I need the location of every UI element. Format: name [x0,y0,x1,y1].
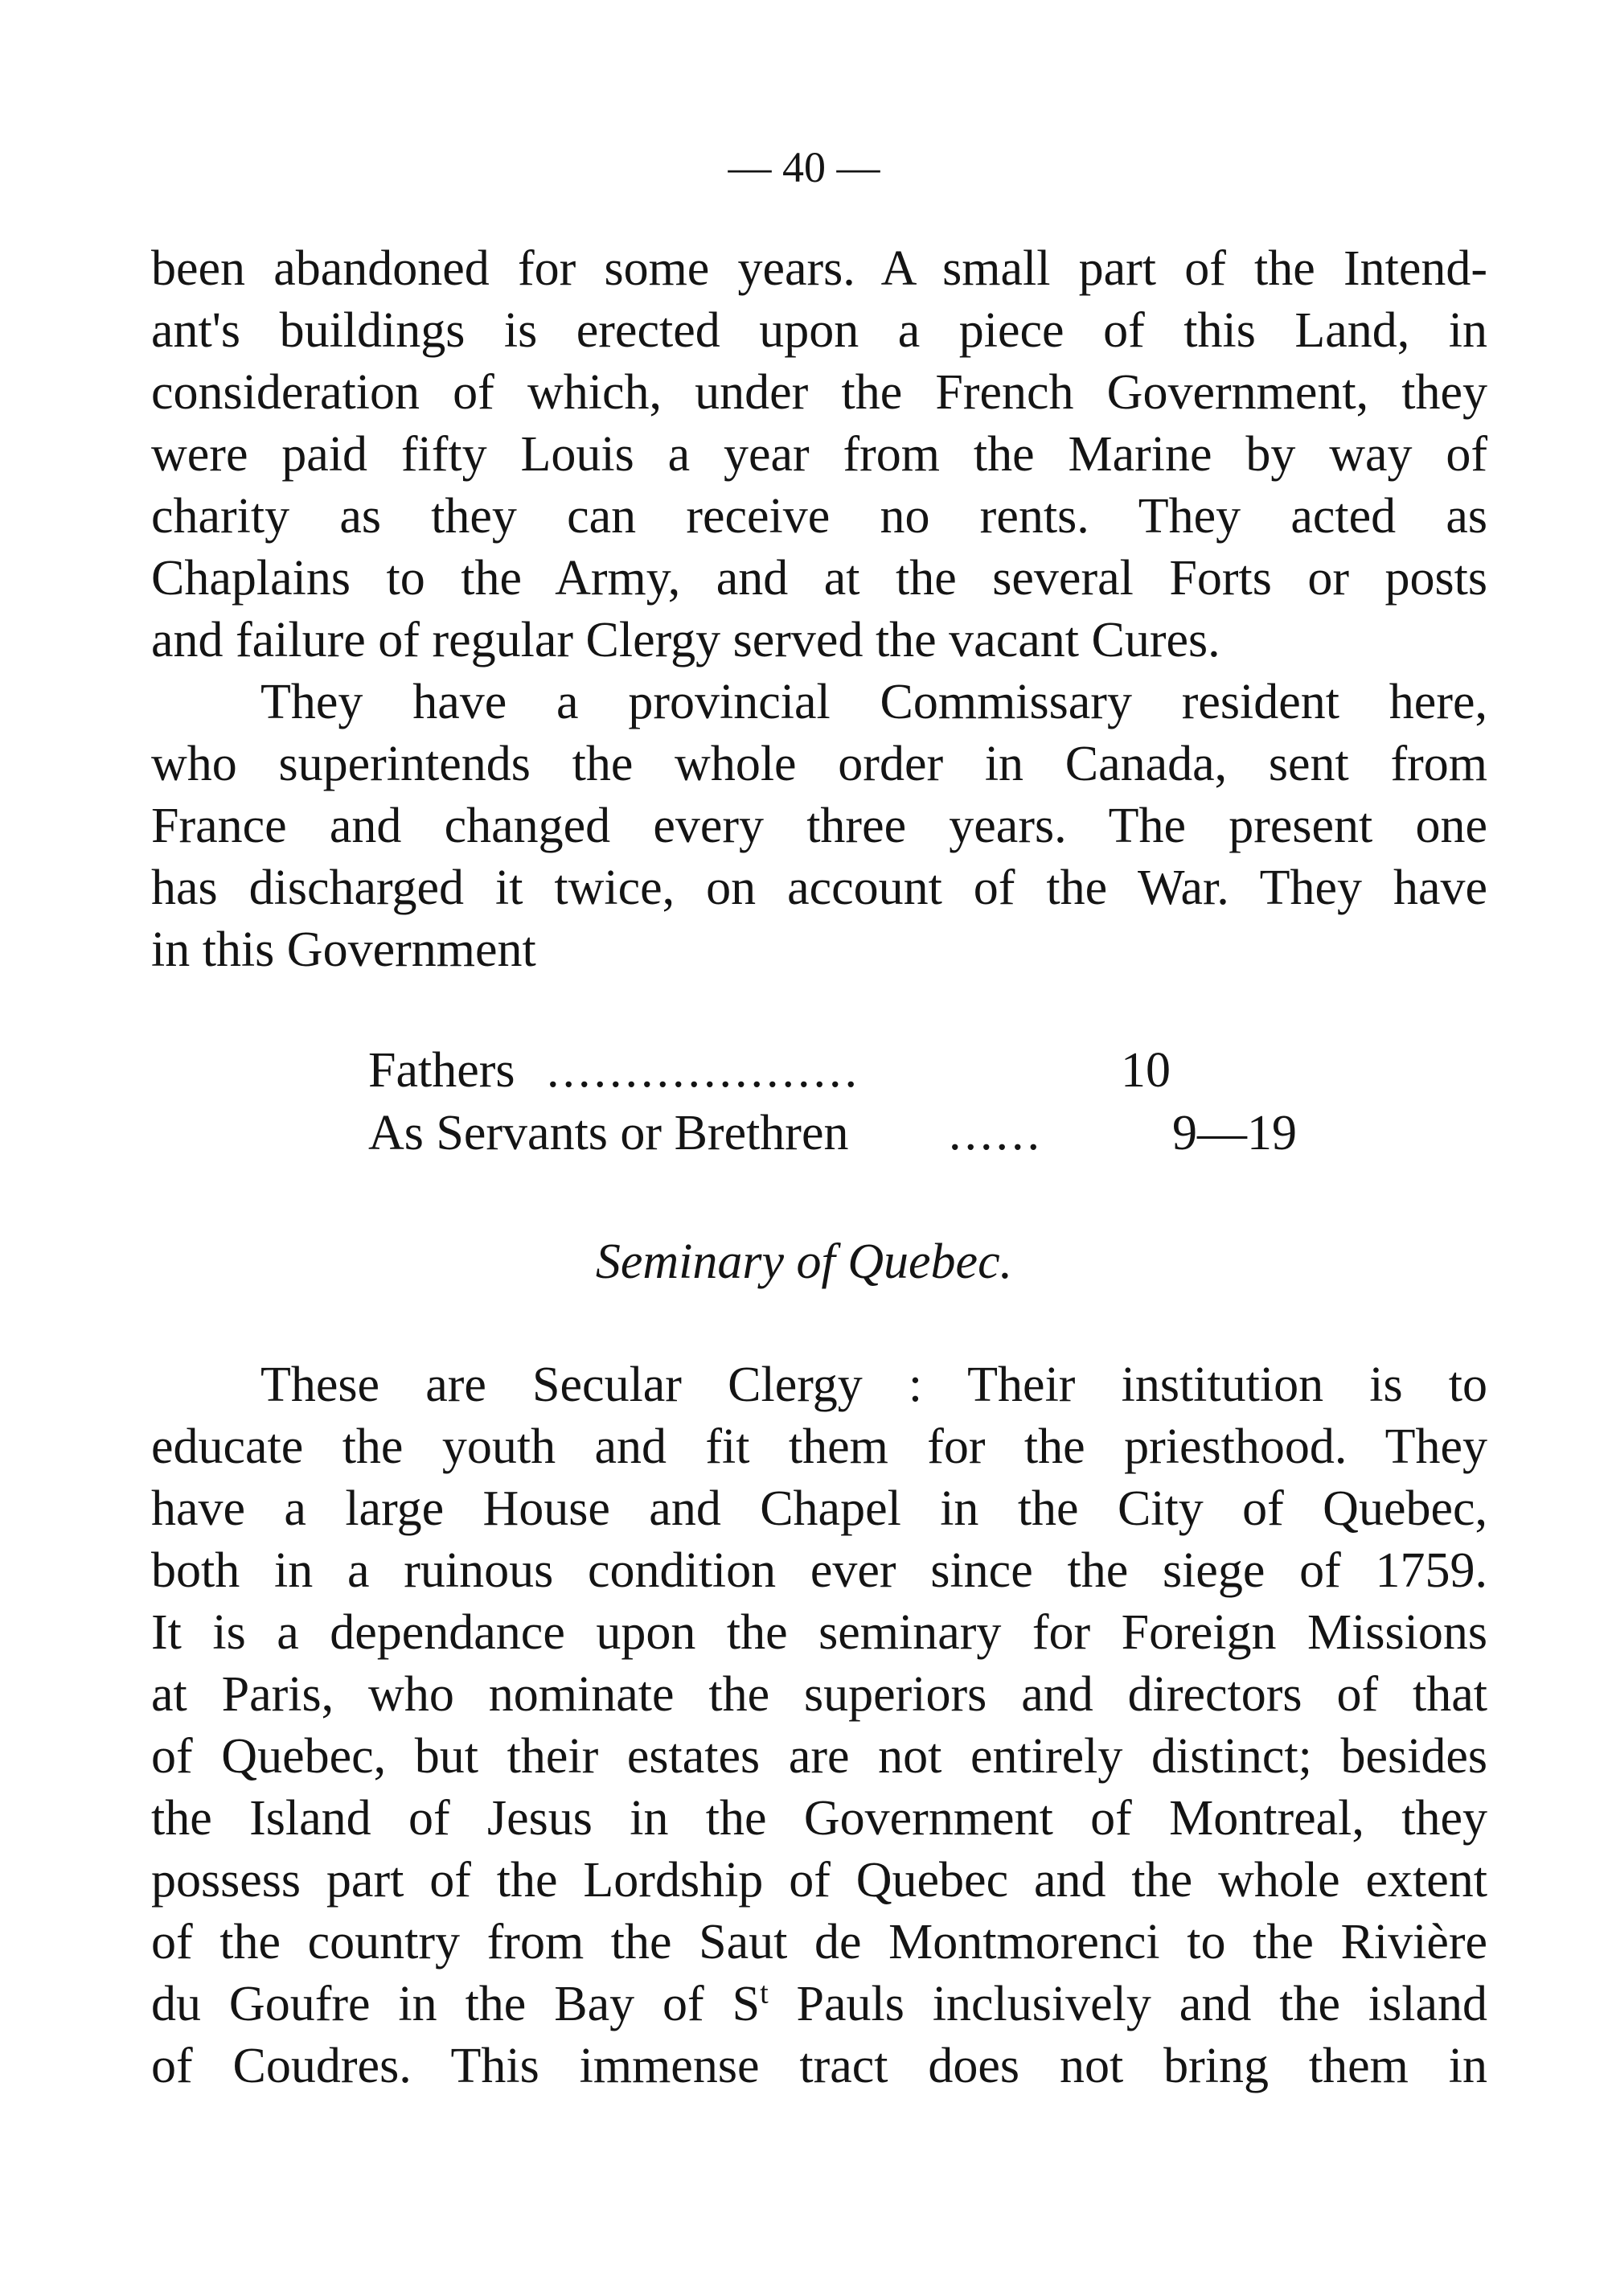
text-line: at Paris, who nominate the superiors and directors of that [151,1667,1487,1722]
tally-row-fathers [368,1039,1293,1102]
text-line: charity as they can receive no rents. They acted as [151,489,1487,544]
section-heading: Seminary of Quebec. [595,1234,1013,1289]
text-line: were paid fifty Louis a year from the Marine by way of [151,427,1487,482]
page-number: — 40 — [728,143,880,191]
text-line: Chaplains to the Army, and at the several Forts or posts [151,551,1487,606]
text-line: both in a ruinous condition ever since the siege of 1759. [151,1543,1487,1598]
tally-row-servants [368,1102,1297,1164]
text-line: They have a provincial Commissary resident here, [260,675,1487,729]
superscript: t [760,1976,769,2011]
text-line: of the country from the Saut de Montmorenci to the Rivière [151,1915,1487,1969]
tally-value: 10 [1121,1043,1171,1098]
clergy-count-table [368,1039,1297,1164]
text-line: been abandoned for some years. A small part of the Intend- [151,241,1487,296]
text-line: the Island of Jesus in the Government of Montreal, they [151,1791,1487,1846]
text-line: of Coudres. This immense tract does not bring them in [151,2039,1487,2093]
text-line: of Quebec, but their estates are not entirely distinct; besides [151,1729,1487,1784]
dot-leader: .................... [547,1043,860,1098]
text-line: These are Secular Clergy : Their institution is to [260,1357,1487,1412]
text-line: in this Government [151,922,536,977]
text-line-with-superscript [151,1974,1487,2035]
text-fragment: du Goufre in the Bay of S [151,1977,761,2031]
dot-leader: ...... [949,1106,1043,1160]
text-line: ant's buildings is erected upon a piece of this Land, in [151,303,1487,358]
text-line: educate the youth and fit them for the priesthood. They [151,1419,1487,1474]
text-line: have a large House and Chapel in the City of Quebec, [151,1481,1487,1536]
text-line: and failure of regular Clergy served the vacant Cures. [151,613,1220,667]
text-line: possess part of the Lordship of Quebec and the whole extent [151,1853,1487,1908]
tally-label: As Servants or Brethren [368,1106,849,1160]
text-line: who superintends the whole order in Canada, sent from [151,737,1487,791]
paragraph-block-2 [151,1354,1487,2097]
tally-label: Fathers [368,1043,515,1098]
tally-value: 9—19 [1172,1106,1297,1160]
text-line: consideration of which, under the French Government, they [151,365,1487,420]
paragraph-block-1 [151,238,1487,981]
text-line: It is a dependance upon the seminary for Foreign Missions [151,1605,1487,1660]
text-fragment: Pauls inclusively and the island [768,1977,1487,2031]
text-line: France and changed every three years. The present one [151,799,1487,853]
text-line: has discharged it twice, on account of the War. They have [151,860,1487,915]
